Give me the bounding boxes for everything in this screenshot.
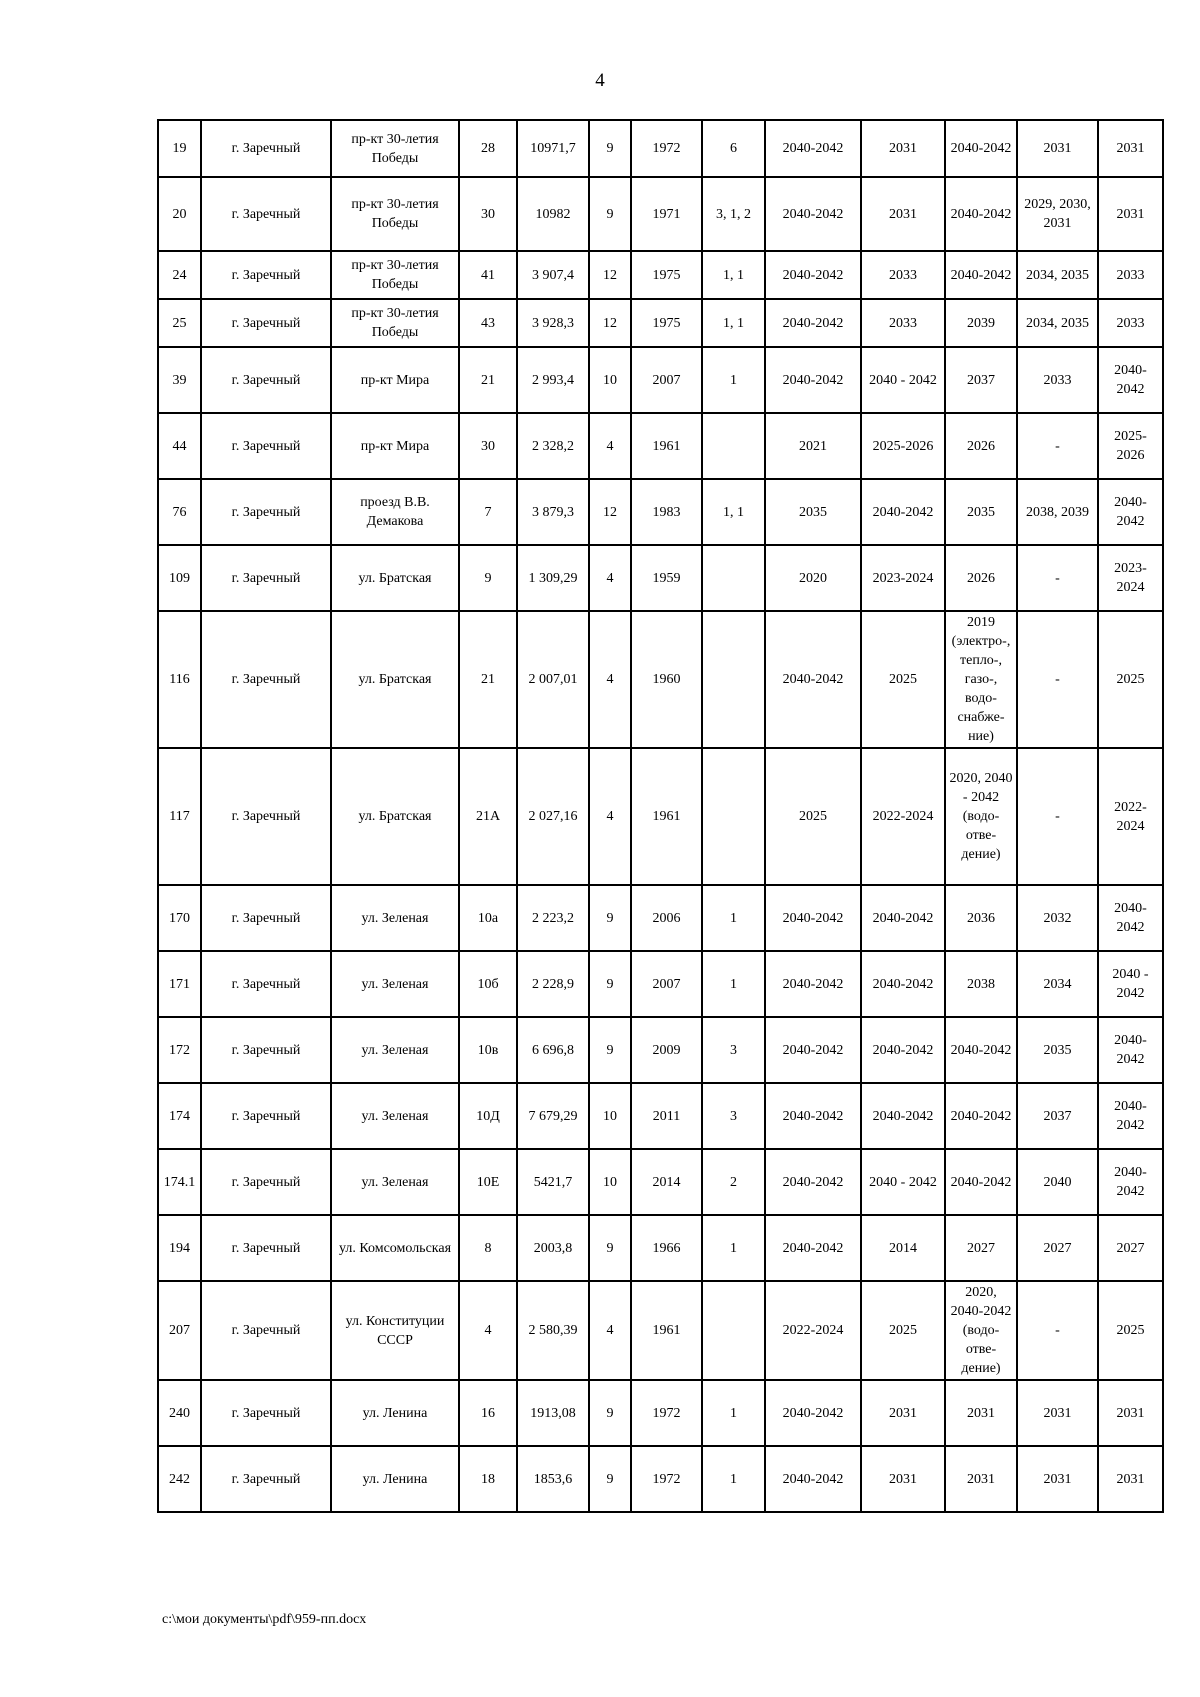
table-row bbox=[158, 1281, 1163, 1380]
cell-house-number: 21 bbox=[459, 611, 517, 748]
cell-col13: 2025-2026 bbox=[1098, 413, 1163, 479]
cell-col11: 2020, 2040 - 2042 (водо-отве-дение) bbox=[945, 748, 1017, 885]
cell-col12: 2035 bbox=[1017, 1017, 1098, 1083]
cell-floors: 10 bbox=[589, 347, 631, 413]
cell-house-number: 10Е bbox=[459, 1149, 517, 1215]
cell-col11: 2040-2042 bbox=[945, 251, 1017, 299]
cell-row-number: 207 bbox=[158, 1281, 201, 1380]
cell-col9: 2040-2042 bbox=[765, 299, 861, 347]
cell-col9: 2040-2042 bbox=[765, 1083, 861, 1149]
footer-file-path: c:\мои документы\pdf\959-пп.docx bbox=[162, 1612, 367, 1627]
cell-year: 1972 bbox=[631, 1446, 702, 1512]
cell-city: г. Заречный bbox=[201, 413, 331, 479]
cell-col10: 2040 - 2042 bbox=[861, 347, 945, 413]
cell-col10: 2031 bbox=[861, 1380, 945, 1446]
cell-col8: 1 bbox=[702, 347, 765, 413]
cell-col8 bbox=[702, 611, 765, 748]
cell-col9: 2040-2042 bbox=[765, 951, 861, 1017]
cell-year: 2007 bbox=[631, 951, 702, 1017]
cell-street: пр-кт 30-летия Победы bbox=[331, 251, 459, 299]
cell-floors: 9 bbox=[589, 951, 631, 1017]
cell-col11: 2026 bbox=[945, 545, 1017, 611]
cell-col12: - bbox=[1017, 413, 1098, 479]
cell-year: 1972 bbox=[631, 120, 702, 177]
cell-year: 1975 bbox=[631, 299, 702, 347]
table-row bbox=[158, 1215, 1163, 1281]
cell-col10: 2031 bbox=[861, 120, 945, 177]
cell-street: ул. Комсомольская bbox=[331, 1215, 459, 1281]
cell-col12: - bbox=[1017, 1281, 1098, 1380]
cell-col12: 2031 bbox=[1017, 1380, 1098, 1446]
table-row bbox=[158, 1017, 1163, 1083]
cell-street: ул. Братская bbox=[331, 748, 459, 885]
cell-row-number: 76 bbox=[158, 479, 201, 545]
cell-year: 1971 bbox=[631, 177, 702, 251]
cell-house-number: 7 bbox=[459, 479, 517, 545]
cell-col10: 2040-2042 bbox=[861, 1017, 945, 1083]
cell-col11: 2039 bbox=[945, 299, 1017, 347]
cell-col11: 2037 bbox=[945, 347, 1017, 413]
cell-house-number: 28 bbox=[459, 120, 517, 177]
table-row bbox=[158, 611, 1163, 748]
cell-city: г. Заречный bbox=[201, 885, 331, 951]
cell-street: проезд В.В. Демакова bbox=[331, 479, 459, 545]
cell-col11: 2040-2042 bbox=[945, 120, 1017, 177]
cell-street: ул. Братская bbox=[331, 545, 459, 611]
cell-col13: 2031 bbox=[1098, 1446, 1163, 1512]
cell-area: 2 223,2 bbox=[517, 885, 589, 951]
table-row bbox=[158, 347, 1163, 413]
cell-col8: 1 bbox=[702, 1215, 765, 1281]
cell-street: ул. Зеленая bbox=[331, 1017, 459, 1083]
cell-floors: 10 bbox=[589, 1149, 631, 1215]
cell-col10: 2023-2024 bbox=[861, 545, 945, 611]
page-number: 4 bbox=[595, 70, 605, 91]
table-row bbox=[158, 545, 1163, 611]
cell-col10: 2031 bbox=[861, 1446, 945, 1512]
cell-floors: 9 bbox=[589, 120, 631, 177]
cell-street: ул. Зеленая bbox=[331, 1083, 459, 1149]
cell-year: 2009 bbox=[631, 1017, 702, 1083]
table-row bbox=[158, 951, 1163, 1017]
cell-area: 2 027,16 bbox=[517, 748, 589, 885]
cell-year: 1961 bbox=[631, 1281, 702, 1380]
cell-house-number: 18 bbox=[459, 1446, 517, 1512]
cell-floors: 4 bbox=[589, 611, 631, 748]
cell-area: 10971,7 bbox=[517, 120, 589, 177]
cell-col13: 2040-2042 bbox=[1098, 1017, 1163, 1083]
cell-city: г. Заречный bbox=[201, 951, 331, 1017]
cell-col8 bbox=[702, 748, 765, 885]
cell-col10: 2040-2042 bbox=[861, 885, 945, 951]
cell-col11: 2031 bbox=[945, 1380, 1017, 1446]
cell-floors: 9 bbox=[589, 177, 631, 251]
cell-col13: 2040-2042 bbox=[1098, 1083, 1163, 1149]
cell-row-number: 174 bbox=[158, 1083, 201, 1149]
cell-row-number: 117 bbox=[158, 748, 201, 885]
cell-area: 7 679,29 bbox=[517, 1083, 589, 1149]
cell-col12: - bbox=[1017, 748, 1098, 885]
cell-floors: 12 bbox=[589, 479, 631, 545]
cell-col9: 2040-2042 bbox=[765, 347, 861, 413]
cell-house-number: 43 bbox=[459, 299, 517, 347]
table-row bbox=[158, 251, 1163, 299]
cell-col9: 2040-2042 bbox=[765, 1149, 861, 1215]
table-row bbox=[158, 1380, 1163, 1446]
cell-col13: 2031 bbox=[1098, 1380, 1163, 1446]
cell-street: ул. Ленина bbox=[331, 1380, 459, 1446]
cell-col10: 2040 - 2042 bbox=[861, 1149, 945, 1215]
cell-col13: 2040-2042 bbox=[1098, 347, 1163, 413]
cell-year: 2007 bbox=[631, 347, 702, 413]
cell-col11: 2040-2042 bbox=[945, 1017, 1017, 1083]
cell-col11: 2031 bbox=[945, 1446, 1017, 1512]
cell-col13: 2033 bbox=[1098, 251, 1163, 299]
cell-house-number: 41 bbox=[459, 251, 517, 299]
cell-street: ул. Ленина bbox=[331, 1446, 459, 1512]
cell-floors: 9 bbox=[589, 1017, 631, 1083]
cell-city: г. Заречный bbox=[201, 347, 331, 413]
cell-row-number: 171 bbox=[158, 951, 201, 1017]
cell-col12: 2033 bbox=[1017, 347, 1098, 413]
cell-col12: 2032 bbox=[1017, 885, 1098, 951]
cell-city: г. Заречный bbox=[201, 1281, 331, 1380]
table-row bbox=[158, 885, 1163, 951]
cell-col8: 1, 1 bbox=[702, 479, 765, 545]
cell-row-number: 25 bbox=[158, 299, 201, 347]
cell-col9: 2040-2042 bbox=[765, 1017, 861, 1083]
cell-col12: 2029, 2030, 2031 bbox=[1017, 177, 1098, 251]
cell-col9: 2040-2042 bbox=[765, 1215, 861, 1281]
cell-year: 2011 bbox=[631, 1083, 702, 1149]
cell-year: 2006 bbox=[631, 885, 702, 951]
cell-area: 1 309,29 bbox=[517, 545, 589, 611]
table-row bbox=[158, 479, 1163, 545]
cell-col8: 1 bbox=[702, 951, 765, 1017]
cell-col9: 2040-2042 bbox=[765, 885, 861, 951]
cell-house-number: 21А bbox=[459, 748, 517, 885]
cell-area: 2 993,4 bbox=[517, 347, 589, 413]
cell-city: г. Заречный bbox=[201, 1083, 331, 1149]
cell-row-number: 172 bbox=[158, 1017, 201, 1083]
cell-col12: 2034, 2035 bbox=[1017, 251, 1098, 299]
cell-street: ул. Зеленая bbox=[331, 885, 459, 951]
cell-row-number: 109 bbox=[158, 545, 201, 611]
cell-col13: 2040-2042 bbox=[1098, 885, 1163, 951]
cell-col13: 2022-2024 bbox=[1098, 748, 1163, 885]
cell-col12: 2031 bbox=[1017, 120, 1098, 177]
cell-col11: 2020, 2040-2042 (водо-отве-дение) bbox=[945, 1281, 1017, 1380]
cell-area: 5421,7 bbox=[517, 1149, 589, 1215]
cell-street: ул. Конституции СССР bbox=[331, 1281, 459, 1380]
cell-house-number: 10а bbox=[459, 885, 517, 951]
table-row bbox=[158, 120, 1163, 177]
cell-street: ул. Братская bbox=[331, 611, 459, 748]
cell-col11: 2038 bbox=[945, 951, 1017, 1017]
cell-col9: 2040-2042 bbox=[765, 120, 861, 177]
cell-col8: 1, 1 bbox=[702, 299, 765, 347]
cell-col12: 2027 bbox=[1017, 1215, 1098, 1281]
cell-col10: 2025 bbox=[861, 1281, 945, 1380]
cell-col9: 2040-2042 bbox=[765, 177, 861, 251]
cell-street: пр-кт 30-летия Победы bbox=[331, 299, 459, 347]
table-row bbox=[158, 1149, 1163, 1215]
cell-house-number: 30 bbox=[459, 413, 517, 479]
cell-col8 bbox=[702, 413, 765, 479]
cell-year: 1961 bbox=[631, 413, 702, 479]
cell-year: 1960 bbox=[631, 611, 702, 748]
cell-col13: 2025 bbox=[1098, 1281, 1163, 1380]
cell-floors: 4 bbox=[589, 413, 631, 479]
cell-floors: 12 bbox=[589, 251, 631, 299]
cell-row-number: 116 bbox=[158, 611, 201, 748]
cell-city: г. Заречный bbox=[201, 479, 331, 545]
cell-area: 3 879,3 bbox=[517, 479, 589, 545]
cell-col10: 2040-2042 bbox=[861, 479, 945, 545]
cell-area: 1853,6 bbox=[517, 1446, 589, 1512]
cell-col8: 1 bbox=[702, 1380, 765, 1446]
cell-col10: 2022-2024 bbox=[861, 748, 945, 885]
cell-row-number: 242 bbox=[158, 1446, 201, 1512]
cell-col10: 2025 bbox=[861, 611, 945, 748]
cell-row-number: 170 bbox=[158, 885, 201, 951]
cell-col12: 2034, 2035 bbox=[1017, 299, 1098, 347]
cell-col8: 2 bbox=[702, 1149, 765, 1215]
cell-year: 1961 bbox=[631, 748, 702, 885]
cell-area: 1913,08 bbox=[517, 1380, 589, 1446]
table-row bbox=[158, 1446, 1163, 1512]
cell-row-number: 39 bbox=[158, 347, 201, 413]
cell-area: 10982 bbox=[517, 177, 589, 251]
cell-col8: 1 bbox=[702, 885, 765, 951]
cell-city: г. Заречный bbox=[201, 299, 331, 347]
cell-city: г. Заречный bbox=[201, 120, 331, 177]
cell-house-number: 16 bbox=[459, 1380, 517, 1446]
cell-col8: 1, 1 bbox=[702, 251, 765, 299]
cell-row-number: 24 bbox=[158, 251, 201, 299]
cell-col11: 2040-2042 bbox=[945, 1149, 1017, 1215]
cell-col9: 2040-2042 bbox=[765, 1446, 861, 1512]
table-row bbox=[158, 177, 1163, 251]
cell-floors: 4 bbox=[589, 1281, 631, 1380]
cell-col9: 2020 bbox=[765, 545, 861, 611]
cell-col11: 2035 bbox=[945, 479, 1017, 545]
cell-area: 3 928,3 bbox=[517, 299, 589, 347]
cell-floors: 4 bbox=[589, 545, 631, 611]
cell-col13: 2027 bbox=[1098, 1215, 1163, 1281]
cell-year: 1959 bbox=[631, 545, 702, 611]
cell-col8: 3, 1, 2 bbox=[702, 177, 765, 251]
cell-col9: 2025 bbox=[765, 748, 861, 885]
cell-floors: 10 bbox=[589, 1083, 631, 1149]
cell-col13: 2031 bbox=[1098, 120, 1163, 177]
cell-col11: 2026 bbox=[945, 413, 1017, 479]
cell-area: 2 007,01 bbox=[517, 611, 589, 748]
cell-col9: 2040-2042 bbox=[765, 251, 861, 299]
cell-house-number: 4 bbox=[459, 1281, 517, 1380]
cell-col12: 2031 bbox=[1017, 1446, 1098, 1512]
cell-year: 1966 bbox=[631, 1215, 702, 1281]
cell-city: г. Заречный bbox=[201, 177, 331, 251]
cell-col10: 2033 bbox=[861, 251, 945, 299]
table-row bbox=[158, 748, 1163, 885]
cell-col10: 2025-2026 bbox=[861, 413, 945, 479]
cell-area: 2 580,39 bbox=[517, 1281, 589, 1380]
cell-col11: 2040-2042 bbox=[945, 177, 1017, 251]
cell-row-number: 20 bbox=[158, 177, 201, 251]
cell-city: г. Заречный bbox=[201, 748, 331, 885]
cell-col8 bbox=[702, 545, 765, 611]
cell-floors: 9 bbox=[589, 1215, 631, 1281]
cell-city: г. Заречный bbox=[201, 251, 331, 299]
cell-col8: 6 bbox=[702, 120, 765, 177]
cell-col10: 2040-2042 bbox=[861, 1083, 945, 1149]
cell-col12: 2034 bbox=[1017, 951, 1098, 1017]
cell-row-number: 194 bbox=[158, 1215, 201, 1281]
cell-area: 3 907,4 bbox=[517, 251, 589, 299]
cell-col11: 2027 bbox=[945, 1215, 1017, 1281]
cell-col12: 2038, 2039 bbox=[1017, 479, 1098, 545]
cell-col8: 3 bbox=[702, 1083, 765, 1149]
cell-col13: 2025 bbox=[1098, 611, 1163, 748]
cell-col8: 3 bbox=[702, 1017, 765, 1083]
cell-col10: 2014 bbox=[861, 1215, 945, 1281]
cell-col9: 2022-2024 bbox=[765, 1281, 861, 1380]
cell-row-number: 174.1 bbox=[158, 1149, 201, 1215]
cell-col12: - bbox=[1017, 611, 1098, 748]
cell-col8 bbox=[702, 1281, 765, 1380]
cell-col13: 2031 bbox=[1098, 177, 1163, 251]
housing-table bbox=[157, 119, 1164, 1513]
cell-col13: 2040 - 2042 bbox=[1098, 951, 1163, 1017]
cell-row-number: 44 bbox=[158, 413, 201, 479]
cell-city: г. Заречный bbox=[201, 1017, 331, 1083]
cell-area: 6 696,8 bbox=[517, 1017, 589, 1083]
cell-house-number: 30 bbox=[459, 177, 517, 251]
cell-col10: 2031 bbox=[861, 177, 945, 251]
cell-area: 2003,8 bbox=[517, 1215, 589, 1281]
table-row bbox=[158, 1083, 1163, 1149]
cell-floors: 9 bbox=[589, 1446, 631, 1512]
cell-row-number: 240 bbox=[158, 1380, 201, 1446]
cell-street: пр-кт 30-летия Победы bbox=[331, 120, 459, 177]
table-row bbox=[158, 299, 1163, 347]
cell-house-number: 9 bbox=[459, 545, 517, 611]
cell-col9: 2040-2042 bbox=[765, 1380, 861, 1446]
cell-street: пр-кт 30-летия Победы bbox=[331, 177, 459, 251]
cell-col12: 2040 bbox=[1017, 1149, 1098, 1215]
cell-col11: 2036 bbox=[945, 885, 1017, 951]
cell-city: г. Заречный bbox=[201, 1380, 331, 1446]
cell-col9: 2021 bbox=[765, 413, 861, 479]
cell-city: г. Заречный bbox=[201, 1215, 331, 1281]
cell-col10: 2040-2042 bbox=[861, 951, 945, 1017]
cell-floors: 4 bbox=[589, 748, 631, 885]
cell-col9: 2035 bbox=[765, 479, 861, 545]
cell-col11: 2019 (электро-, тепло-, газо-, водо-снабже-ние) bbox=[945, 611, 1017, 748]
cell-city: г. Заречный bbox=[201, 611, 331, 748]
cell-floors: 9 bbox=[589, 1380, 631, 1446]
table-row bbox=[158, 413, 1163, 479]
cell-col9: 2040-2042 bbox=[765, 611, 861, 748]
cell-year: 1975 bbox=[631, 251, 702, 299]
cell-street: пр-кт Мира bbox=[331, 413, 459, 479]
cell-col11: 2040-2042 bbox=[945, 1083, 1017, 1149]
cell-col13: 2040-2042 bbox=[1098, 1149, 1163, 1215]
cell-house-number: 10б bbox=[459, 951, 517, 1017]
cell-area: 2 228,9 bbox=[517, 951, 589, 1017]
cell-col13: 2040-2042 bbox=[1098, 479, 1163, 545]
cell-col13: 2033 bbox=[1098, 299, 1163, 347]
cell-floors: 12 bbox=[589, 299, 631, 347]
cell-city: г. Заречный bbox=[201, 1446, 331, 1512]
cell-street: пр-кт Мира bbox=[331, 347, 459, 413]
cell-house-number: 10в bbox=[459, 1017, 517, 1083]
cell-city: г. Заречный bbox=[201, 545, 331, 611]
cell-year: 2014 bbox=[631, 1149, 702, 1215]
cell-col8: 1 bbox=[702, 1446, 765, 1512]
cell-house-number: 10Д bbox=[459, 1083, 517, 1149]
cell-year: 1983 bbox=[631, 479, 702, 545]
cell-house-number: 21 bbox=[459, 347, 517, 413]
cell-row-number: 19 bbox=[158, 120, 201, 177]
cell-col13: 2023-2024 bbox=[1098, 545, 1163, 611]
cell-street: ул. Зеленая bbox=[331, 1149, 459, 1215]
cell-col10: 2033 bbox=[861, 299, 945, 347]
cell-area: 2 328,2 bbox=[517, 413, 589, 479]
cell-col12: - bbox=[1017, 545, 1098, 611]
cell-floors: 9 bbox=[589, 885, 631, 951]
cell-house-number: 8 bbox=[459, 1215, 517, 1281]
cell-street: ул. Зеленая bbox=[331, 951, 459, 1017]
cell-city: г. Заречный bbox=[201, 1149, 331, 1215]
cell-year: 1972 bbox=[631, 1380, 702, 1446]
cell-col12: 2037 bbox=[1017, 1083, 1098, 1149]
